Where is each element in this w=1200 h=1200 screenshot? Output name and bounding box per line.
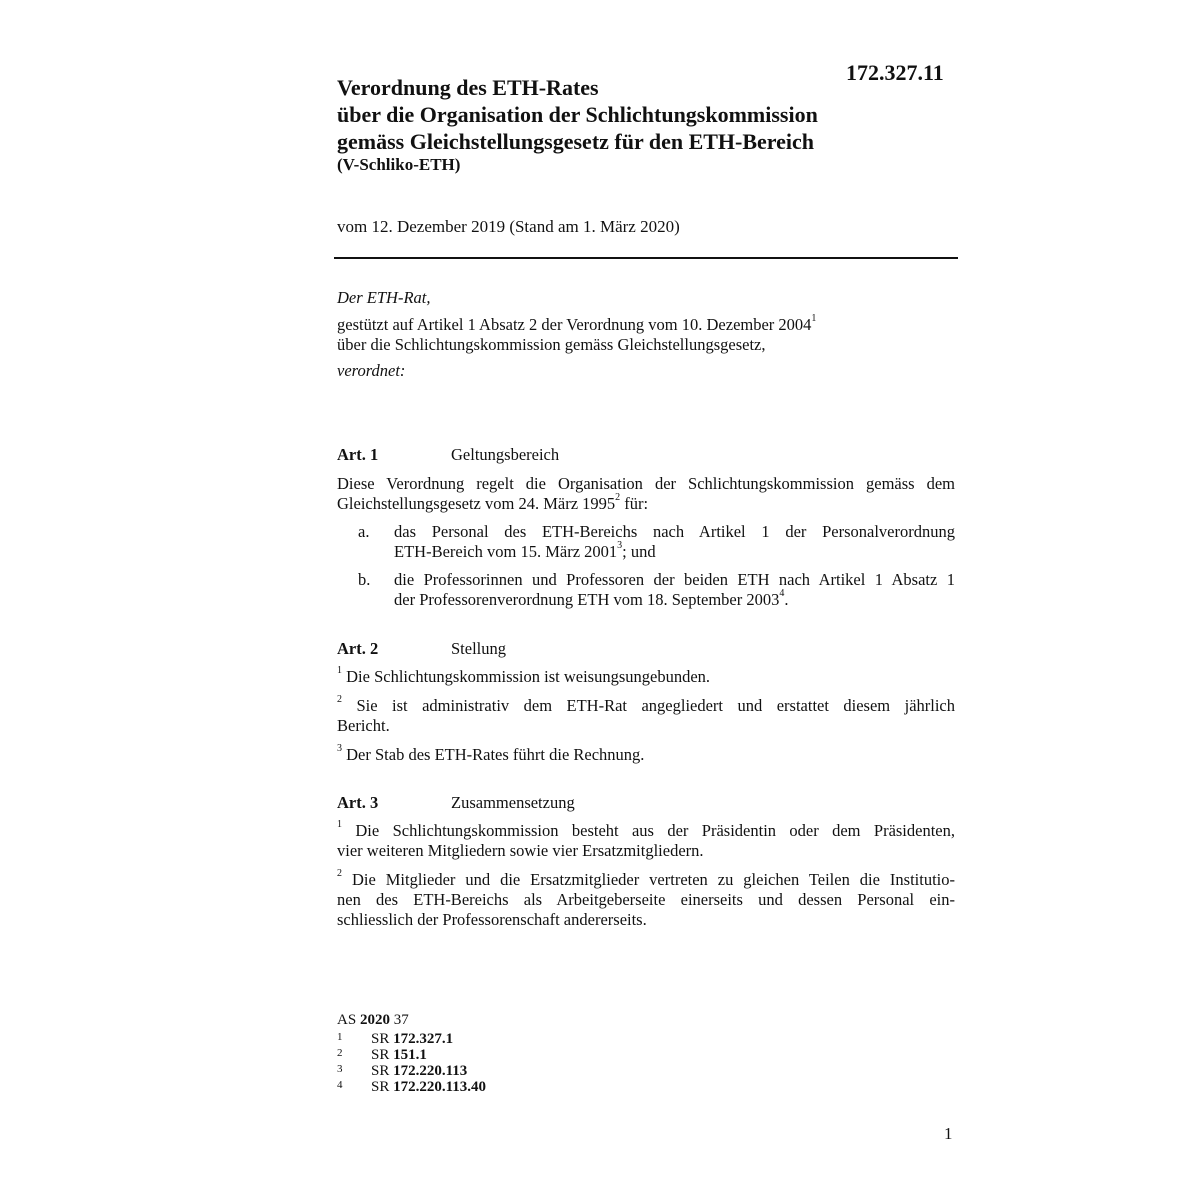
footnote-number: 3 — [337, 1063, 343, 1075]
title-line: gemäss Gleichstellungsgesetz für den ETH-Bereich — [337, 129, 815, 154]
title-abbreviation: (V-Schliko-ETH) — [337, 155, 461, 174]
footnote-text — [371, 1047, 427, 1063]
list-text-part: ETH-Bereich vom 15. März 2001 — [394, 542, 618, 561]
footnote-ref[interactable]: 1 — [811, 313, 817, 324]
document-title — [337, 74, 897, 155]
footnote-prefix: SR — [371, 1047, 394, 1063]
paragraph-number: 2 — [337, 868, 342, 879]
footnote-ref-number: 151.1 — [393, 1047, 427, 1063]
article-1-intro-line1: Diese Verordnung regelt die Organisation der Schlichtungskommission gemäss dem — [337, 474, 955, 493]
footnote-number: 4 — [337, 1079, 343, 1091]
paragraph-line: vier weiteren Mitgliedern sowie vier Ersatzmitgliedern. — [337, 841, 704, 860]
footnote-number: 1 — [337, 1031, 343, 1043]
list-line: die Professorinnen und Professoren der beiden ETH nach Artikel 1 Absatz 1 — [394, 570, 955, 589]
preamble-basis-text: gestützt auf Artikel 1 Absatz 2 der Verordnung vom 10. Dezember 2004 — [337, 315, 812, 334]
preamble-authority: Der ETH-Rat, — [337, 288, 431, 307]
intro-text-end: für: — [620, 494, 649, 513]
footnote-prefix: SR — [371, 1063, 394, 1079]
list-text-part: der Professorenverordnung ETH vom 18. September 2003 — [394, 590, 780, 609]
article-title: Stellung — [451, 639, 507, 658]
page-number: 1 — [944, 1124, 953, 1143]
list-letter: b. — [358, 570, 371, 589]
title-line: über die Organisation der Schlichtungskommission — [337, 102, 818, 127]
paragraph-number: 2 — [337, 694, 342, 705]
header-divider — [334, 257, 958, 259]
list-text-end: ; und — [622, 542, 656, 561]
footnotes — [337, 1012, 637, 1102]
paragraph-number: 1 — [337, 665, 342, 676]
paragraph-number: 1 — [337, 819, 342, 830]
paragraph — [337, 821, 955, 861]
paragraph — [337, 745, 955, 765]
sr-number: 172.327.11 — [846, 60, 944, 85]
article-heading — [337, 793, 955, 813]
article-title: Geltungsbereich — [451, 445, 560, 464]
paragraph-text: Die Mitglieder und die Ersatzmitglieder vertreten zu gleichen Teilen die Institutio- — [351, 870, 956, 889]
list-item — [337, 522, 955, 562]
footnote-text — [371, 1063, 467, 1079]
footnote-text — [371, 1079, 486, 1095]
preamble-basis-line1 — [337, 315, 816, 335]
intro-text: Gleichstellungsgesetz vom 24. März 1995 — [337, 494, 616, 513]
footnote-ref[interactable]: 2 — [615, 492, 621, 503]
paragraph-text: Sie ist administrativ dem ETH-Rat angegliedert und erstattet diesem jährlich — [356, 696, 956, 715]
list-line: das Personal des ETH-Bereichs nach Artikel 1 der Personalverordnung — [394, 522, 955, 541]
as-prefix: AS — [337, 1012, 360, 1028]
as-page: 37 — [389, 1012, 409, 1028]
paragraph-text: Die Schlichtungskommission besteht aus der Präsidentin oder dem Präsidenten, — [355, 821, 955, 840]
paragraph-line — [337, 696, 955, 716]
title-line: Verordnung des ETH-Rates — [337, 75, 599, 100]
footnote-ref-number: 172.220.113 — [393, 1063, 468, 1079]
paragraph-line: Bericht. — [337, 716, 390, 735]
footnote-ref[interactable]: 4 — [779, 588, 785, 599]
as-year: 2020 — [359, 1012, 390, 1028]
preamble-decree: verordnet: — [337, 361, 406, 380]
paragraph-text: Die Schlichtungskommission ist weisungsungebunden. — [346, 667, 711, 686]
article-1-intro-line2 — [337, 494, 955, 514]
paragraph — [337, 667, 955, 687]
list-text — [394, 522, 955, 562]
footnote-prefix: SR — [371, 1031, 394, 1047]
footnote-ref[interactable]: 3 — [617, 540, 623, 551]
list-item — [337, 570, 955, 610]
article-heading — [337, 639, 955, 659]
paragraph — [337, 870, 955, 930]
paragraph — [337, 696, 955, 736]
article-number: Art. 3 — [337, 793, 379, 812]
footnote-ref-number: 172.220.113.40 — [393, 1079, 487, 1095]
paragraph-line: nen des ETH-Bereichs als Arbeitgeberseite einerseits und dessen Personal ein- — [337, 890, 955, 909]
document-date: vom 12. Dezember 2019 (Stand am 1. März 2020) — [337, 217, 680, 236]
paragraph-line: schliesslich der Professorenschaft andererseits. — [337, 910, 647, 929]
paragraph-number: 3 — [337, 743, 342, 754]
footnote-ref-number: 172.327.1 — [393, 1031, 454, 1047]
preamble-basis-line2: über die Schlichtungskommission gemäss Gleichstellungsgesetz, — [337, 335, 766, 354]
list-text — [394, 570, 955, 610]
paragraph-line — [337, 821, 955, 841]
article-number: Art. 1 — [337, 445, 379, 464]
paragraph-text: Der Stab des ETH-Rates führt die Rechnung. — [346, 745, 645, 764]
footnote-text — [371, 1031, 453, 1047]
article-number: Art. 2 — [337, 639, 379, 658]
list-text-end: . — [784, 590, 789, 609]
footnote-prefix: SR — [371, 1079, 394, 1095]
article-title: Zusammensetzung — [451, 793, 575, 812]
footnote-number: 2 — [337, 1047, 343, 1059]
official-collection-ref — [337, 1012, 409, 1028]
list-line — [394, 542, 955, 562]
article-heading — [337, 445, 955, 465]
paragraph-line — [337, 870, 955, 890]
list-letter: a. — [358, 522, 370, 541]
list-line — [394, 590, 955, 610]
